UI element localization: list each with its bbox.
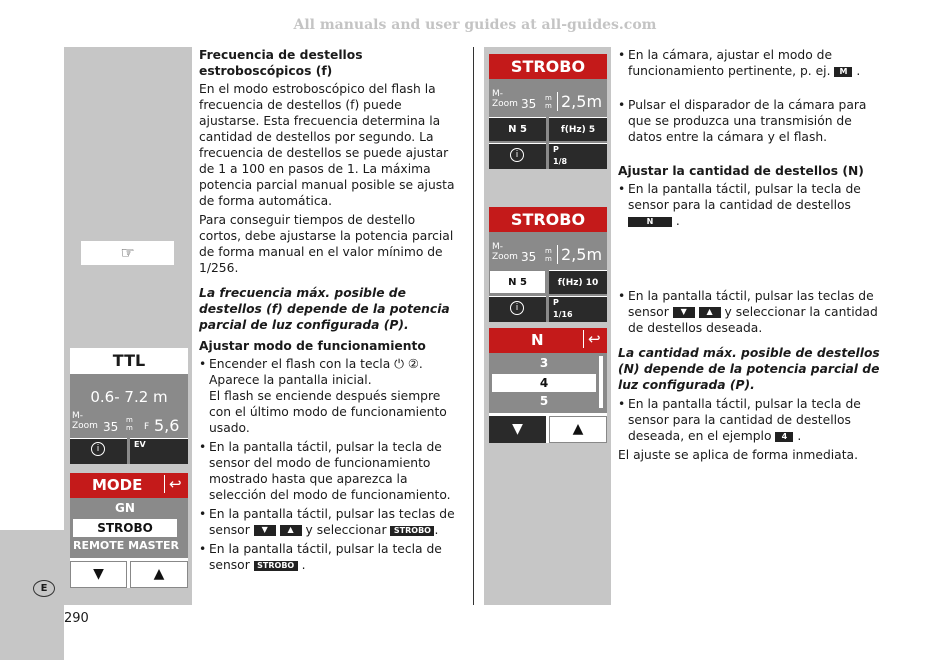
lcd-ttl-screen — [70, 348, 188, 464]
lcd-n-option-3[interactable]: 3 — [539, 356, 549, 370]
step-power-on-note: El flash se enciende después siempre con el último modo de funcionamiento usado. — [209, 389, 447, 435]
step-select-count-end: y seleccionar la cantidad de destellos deseada. — [628, 305, 878, 335]
lcd-ttl-range: 0.6- 7.2 m — [90, 388, 168, 406]
lcd-strobo2-n-button[interactable]: N 5 — [489, 270, 546, 294]
step-select-desired-end: . — [797, 429, 802, 443]
info-icon: i — [510, 148, 524, 162]
lcd-mode-option-remote[interactable]: REMOTE MASTER — [73, 539, 179, 552]
lcd-ttl-info-button[interactable] — [70, 438, 127, 464]
step-select-end: . — [434, 523, 439, 537]
strobo-key-label: STROBO — [254, 561, 298, 571]
steps-set-mode — [199, 356, 457, 573]
hand-pointing-icon: ☞ — [81, 241, 174, 265]
lcd-mode-title: MODE — [92, 476, 143, 494]
lcd-ttl-f-value: 5,6 — [154, 416, 180, 435]
lcd-n-down-button[interactable]: ▼ — [489, 416, 546, 443]
lcd-strobo1-distance: 2,5m — [557, 92, 602, 111]
lcd-strobo2-info-button[interactable] — [489, 296, 546, 322]
lcd-strobo2-title: STROBO — [489, 207, 607, 232]
lcd-strobo2-p-button[interactable] — [549, 296, 607, 322]
lcd-ttl-ev-button[interactable] — [130, 438, 188, 464]
info-icon: i — [91, 442, 105, 456]
lcd-ttl-unit: m m — [126, 416, 133, 432]
column-divider — [473, 47, 474, 605]
steps-camera — [618, 47, 880, 145]
lcd-strobo-screen-2 — [489, 207, 607, 322]
lcd-strobo2-zoom-label: M- Zoom — [492, 242, 518, 262]
lcd-n-up-button[interactable]: ▲ — [549, 416, 607, 443]
lcd-mode-option-strobo[interactable]: STROBO — [73, 519, 177, 537]
lcd-ttl-ev-label: EV — [134, 440, 146, 449]
heading-flash-count: Ajustar la cantidad de destellos (N) — [618, 164, 864, 178]
step-press-n-text: En la pantalla táctil, pulsar la tecla de sensor para la cantidad de destellos — [628, 182, 861, 212]
paragraph-applies-immediately: El ajuste se aplica de forma inmediata. — [618, 448, 858, 462]
step-power-on-result: Aparece la pantalla inicial. — [209, 373, 372, 387]
step-power-on-text: Encender el flash con la tecla — [209, 357, 391, 371]
step-press-strobo-text: En la pantalla táctil, pulsar la tecla de sensor — [209, 542, 442, 572]
lcd-strobo2-f-button[interactable]: f(Hz) 10 — [549, 270, 607, 294]
lcd-strobo-screen-1 — [489, 54, 607, 169]
step-select-text-2: y seleccionar — [305, 523, 387, 537]
lcd-strobo1-n-button[interactable]: N 5 — [489, 117, 546, 141]
step-power-on-ref: ②. — [407, 357, 423, 371]
lcd-ttl-title: TTL — [70, 348, 188, 374]
lcd-strobo1-zoom-value: 35 — [521, 97, 537, 111]
step-select-text: En la pantalla táctil, pulsar las teclas de sensor — [209, 507, 455, 537]
lcd-mode-list — [70, 498, 188, 558]
paragraph-frequency: En el modo estroboscópico del flash la frecuencia de destellos (f) puede ajustarse. Esta frecuencia determina la cantidad de destellos por segundo. La frecuencia de destellos se puede ajustar de 1 a 100 en pasos de 1. La máxima potencia parcial manual posible se ajusta de forma automática. — [199, 82, 455, 208]
step-press-n — [618, 181, 880, 229]
lcd-strobo1-f-button[interactable]: f(Hz) 5 — [549, 117, 607, 141]
note-max-count: La cantidad máx. posible de destellos (N) depende de la potencia parcial de luz configurada (P). — [618, 346, 880, 392]
arrow-down-key-icon: ▼ — [254, 525, 276, 536]
step-shutter: • Pulsar el disparador de la cámara para que se produzca una transmisión de datos entre la cámara y el flash. — [618, 97, 880, 145]
step-press-strobo — [199, 541, 457, 573]
step-power-on — [199, 356, 457, 436]
lcd-mode-up-button[interactable]: ▲ — [130, 561, 188, 588]
m-key-label: M — [834, 67, 852, 77]
step-press-mode: • En la pantalla táctil, pulsar la tecla de sensor del modo de funcionamiento mostrado hasta que aparezca la selección del modo de funcionamiento. — [199, 439, 457, 503]
lcd-strobo2-zoom-value: 35 — [521, 250, 537, 264]
lcd-strobo1-unit: m m — [545, 94, 552, 110]
step-select-desired — [618, 396, 880, 444]
arrow-down-key-icon: ▼ — [673, 307, 695, 318]
note-max-frequency: La frecuencia máx. posible de destellos (f) depende de la potencia parcial de luz configurada (P). — [199, 286, 450, 332]
lcd-strobo2-distance: 2,5m — [557, 245, 602, 264]
lcd-n-title: N — [531, 331, 544, 349]
step-select-strobo — [199, 506, 457, 538]
lcd-strobo2-p-label: P — [553, 298, 559, 307]
lcd-ttl-zoom-value: 35 — [103, 420, 119, 434]
arrow-up-key-icon: ▲ — [280, 525, 302, 536]
step-press-strobo-end: . — [301, 558, 306, 572]
strobo-key-label: STROBO — [390, 526, 434, 536]
left-gray-tab — [0, 530, 64, 660]
step-select-desired-text: En la pantalla táctil, pulsar la tecla de sensor para la cantidad de destellos deseada, en el ejemplo — [628, 397, 861, 443]
step-camera-mode-text: En la cámara, ajustar el modo de funcionamiento pertinente, p. ej. — [628, 48, 833, 78]
lcd-n-option-4[interactable]: 4 — [492, 374, 596, 392]
back-icon[interactable]: ↩ — [164, 475, 182, 493]
lcd-strobo1-p-button[interactable] — [549, 143, 607, 169]
left-text-column — [199, 47, 457, 576]
lcd-strobo1-p-value: 1/8 — [553, 157, 568, 166]
lcd-strobo1-info-button[interactable] — [489, 143, 546, 169]
steps-flash-count — [618, 181, 880, 336]
page-number: 290 — [64, 611, 89, 626]
lcd-strobo2-p-value: 1/16 — [553, 310, 573, 319]
watermark: All manuals and user guides at all-guides.com — [293, 17, 657, 33]
lcd-strobo1-zoom-label: M- Zoom — [492, 89, 518, 109]
lcd-mode-down-button[interactable]: ▼ — [70, 561, 127, 588]
lcd-ttl-f-label: F — [144, 422, 150, 432]
lcd-ttl-zoom-label: M- Zoom — [72, 411, 98, 431]
step-select-count — [618, 288, 880, 336]
lcd-mode-header — [70, 473, 188, 498]
step-select-count-text: En la pantalla táctil, pulsar las teclas de sensor — [628, 289, 874, 319]
lcd-strobo2-unit: m m — [545, 247, 552, 263]
step-camera-mode — [618, 47, 880, 79]
lcd-n-option-5[interactable]: 5 — [539, 394, 549, 408]
heading-strobe-frequency: Frecuencia de destellos estroboscópicos (f) — [199, 48, 363, 78]
lcd-n-screen — [489, 328, 607, 443]
language-badge: E — [33, 580, 55, 597]
lcd-mode-option-gn[interactable]: GN — [115, 501, 135, 515]
power-icon: ⏻ — [394, 357, 404, 371]
lcd-n-header — [489, 328, 607, 353]
paragraph-short-times: Para conseguir tiempos de destello cortos, debe ajustarse la potencia parcial de forma manual en el valor mínimo de 1/256. — [199, 213, 454, 275]
info-icon: i — [510, 301, 524, 315]
back-icon[interactable]: ↩ — [583, 330, 601, 348]
right-text-column — [618, 47, 880, 466]
lcd-n-scrollbar[interactable] — [599, 356, 603, 408]
arrow-up-key-icon: ▲ — [699, 307, 721, 318]
four-key-label: 4 — [775, 432, 793, 442]
heading-set-mode: Ajustar modo de funcionamiento — [199, 339, 426, 353]
step-press-n-end: . — [675, 214, 680, 228]
n-key-label: N — [628, 217, 672, 227]
lcd-strobo1-p-label: P — [553, 145, 559, 154]
lcd-n-list — [489, 353, 607, 413]
lcd-strobo1-title: STROBO — [489, 54, 607, 79]
lcd-mode-screen — [70, 473, 188, 588]
steps-select-desired — [618, 396, 880, 444]
step-camera-mode-end: . — [856, 64, 861, 78]
